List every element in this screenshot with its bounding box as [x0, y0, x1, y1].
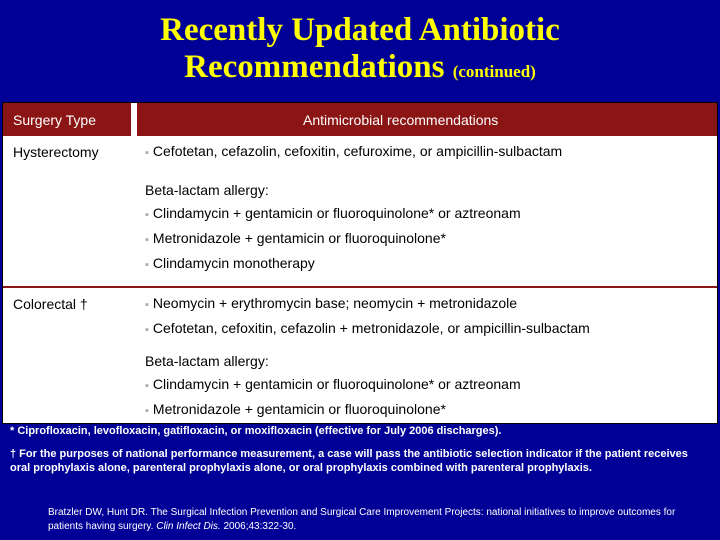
list-item: [145, 202, 562, 227]
bullet-icon: ▪: [145, 405, 149, 417]
allergy-label: Beta-lactam allergy:: [145, 182, 269, 198]
list-item: [145, 140, 562, 165]
surgery-type-cell: Colorectal †: [13, 296, 88, 312]
title-line-2: [0, 49, 720, 90]
recommendation-text: Neomycin + erythromycin base; neomycin + metronidazole: [152, 295, 518, 311]
bullet-icon: ▪: [145, 259, 149, 271]
footnote-quinolone: * Ciprofloxacin, levofloxacin, gatifloxacin, or moxifloxacin (effective for July 2006 discharges).: [10, 425, 502, 437]
recommendation-text: Metronidazole + gentamicin or fluoroquinolone*: [152, 401, 446, 417]
row-divider: [3, 286, 717, 288]
recommendation-text: Clindamycin monotherapy: [152, 255, 315, 271]
citation-journal: Clin Infect Dis.: [156, 521, 221, 532]
recommendation-text: Cefotetan, cefazolin, cefoxitin, cefuroxime, or ampicillin-sulbactam: [152, 143, 563, 159]
bullet-icon: ▪: [145, 234, 149, 246]
header-surgery-type: Surgery Type: [13, 112, 97, 128]
bullet-icon: ▪: [145, 324, 149, 336]
title-line-2-text: Recommendations: [184, 49, 445, 85]
title-line-1: Recently Updated Antibiotic: [160, 12, 560, 48]
citation-text: Bratzler DW, Hunt DR. The Surgical Infection Prevention and Surgical Care Improvement Projects: national initiatives to improve outcomes for patients having surgery.: [48, 507, 676, 532]
bullet-icon: ▪: [145, 299, 149, 311]
footnote-colorectal: † For the purposes of national performance measurement, a case will pass the antibiotic selection indicator if the patient receives oral prophylaxis alone, parenteral prophylaxis alone, or oral prophylaxis combined with parenteral prophylaxis.: [10, 448, 688, 474]
list-item: [145, 317, 590, 342]
bullet-icon: ▪: [145, 209, 149, 221]
recommendation-text: Metronidazole + gentamicin or fluoroquinolone*: [152, 230, 446, 246]
citation: [48, 506, 688, 534]
table-header: [3, 103, 717, 136]
list-item: [145, 373, 590, 398]
slide-title: [0, 12, 720, 90]
recommendation-text: Clindamycin + gentamicin or fluoroquinolone* or aztreonam: [152, 205, 521, 221]
list-item: [145, 398, 590, 423]
list-item: [145, 292, 590, 317]
bullet-icon: ▪: [145, 380, 149, 392]
bullet-icon: ▪: [145, 147, 149, 159]
footnotes: [10, 424, 710, 484]
recommendations-table: [2, 102, 718, 424]
allergy-label: Beta-lactam allergy:: [145, 353, 269, 369]
header-recommendations: Antimicrobial recommendations: [303, 112, 499, 128]
citation-ref: 2006;43:322-30.: [223, 521, 297, 532]
recommendation-text: Clindamycin + gentamicin or fluoroquinolone* or aztreonam: [152, 376, 521, 392]
recommendation-cell: [145, 140, 562, 277]
header-divider: [131, 103, 137, 136]
recommendation-cell: [145, 292, 590, 423]
recommendation-text: Cefotetan, cefoxitin, cefazolin + metronidazole, or ampicillin-sulbactam: [152, 320, 590, 336]
surgery-type-cell: Hysterectomy: [13, 144, 99, 160]
title-suffix: (continued): [452, 62, 536, 81]
list-item: [145, 252, 562, 277]
list-item: [145, 227, 562, 252]
